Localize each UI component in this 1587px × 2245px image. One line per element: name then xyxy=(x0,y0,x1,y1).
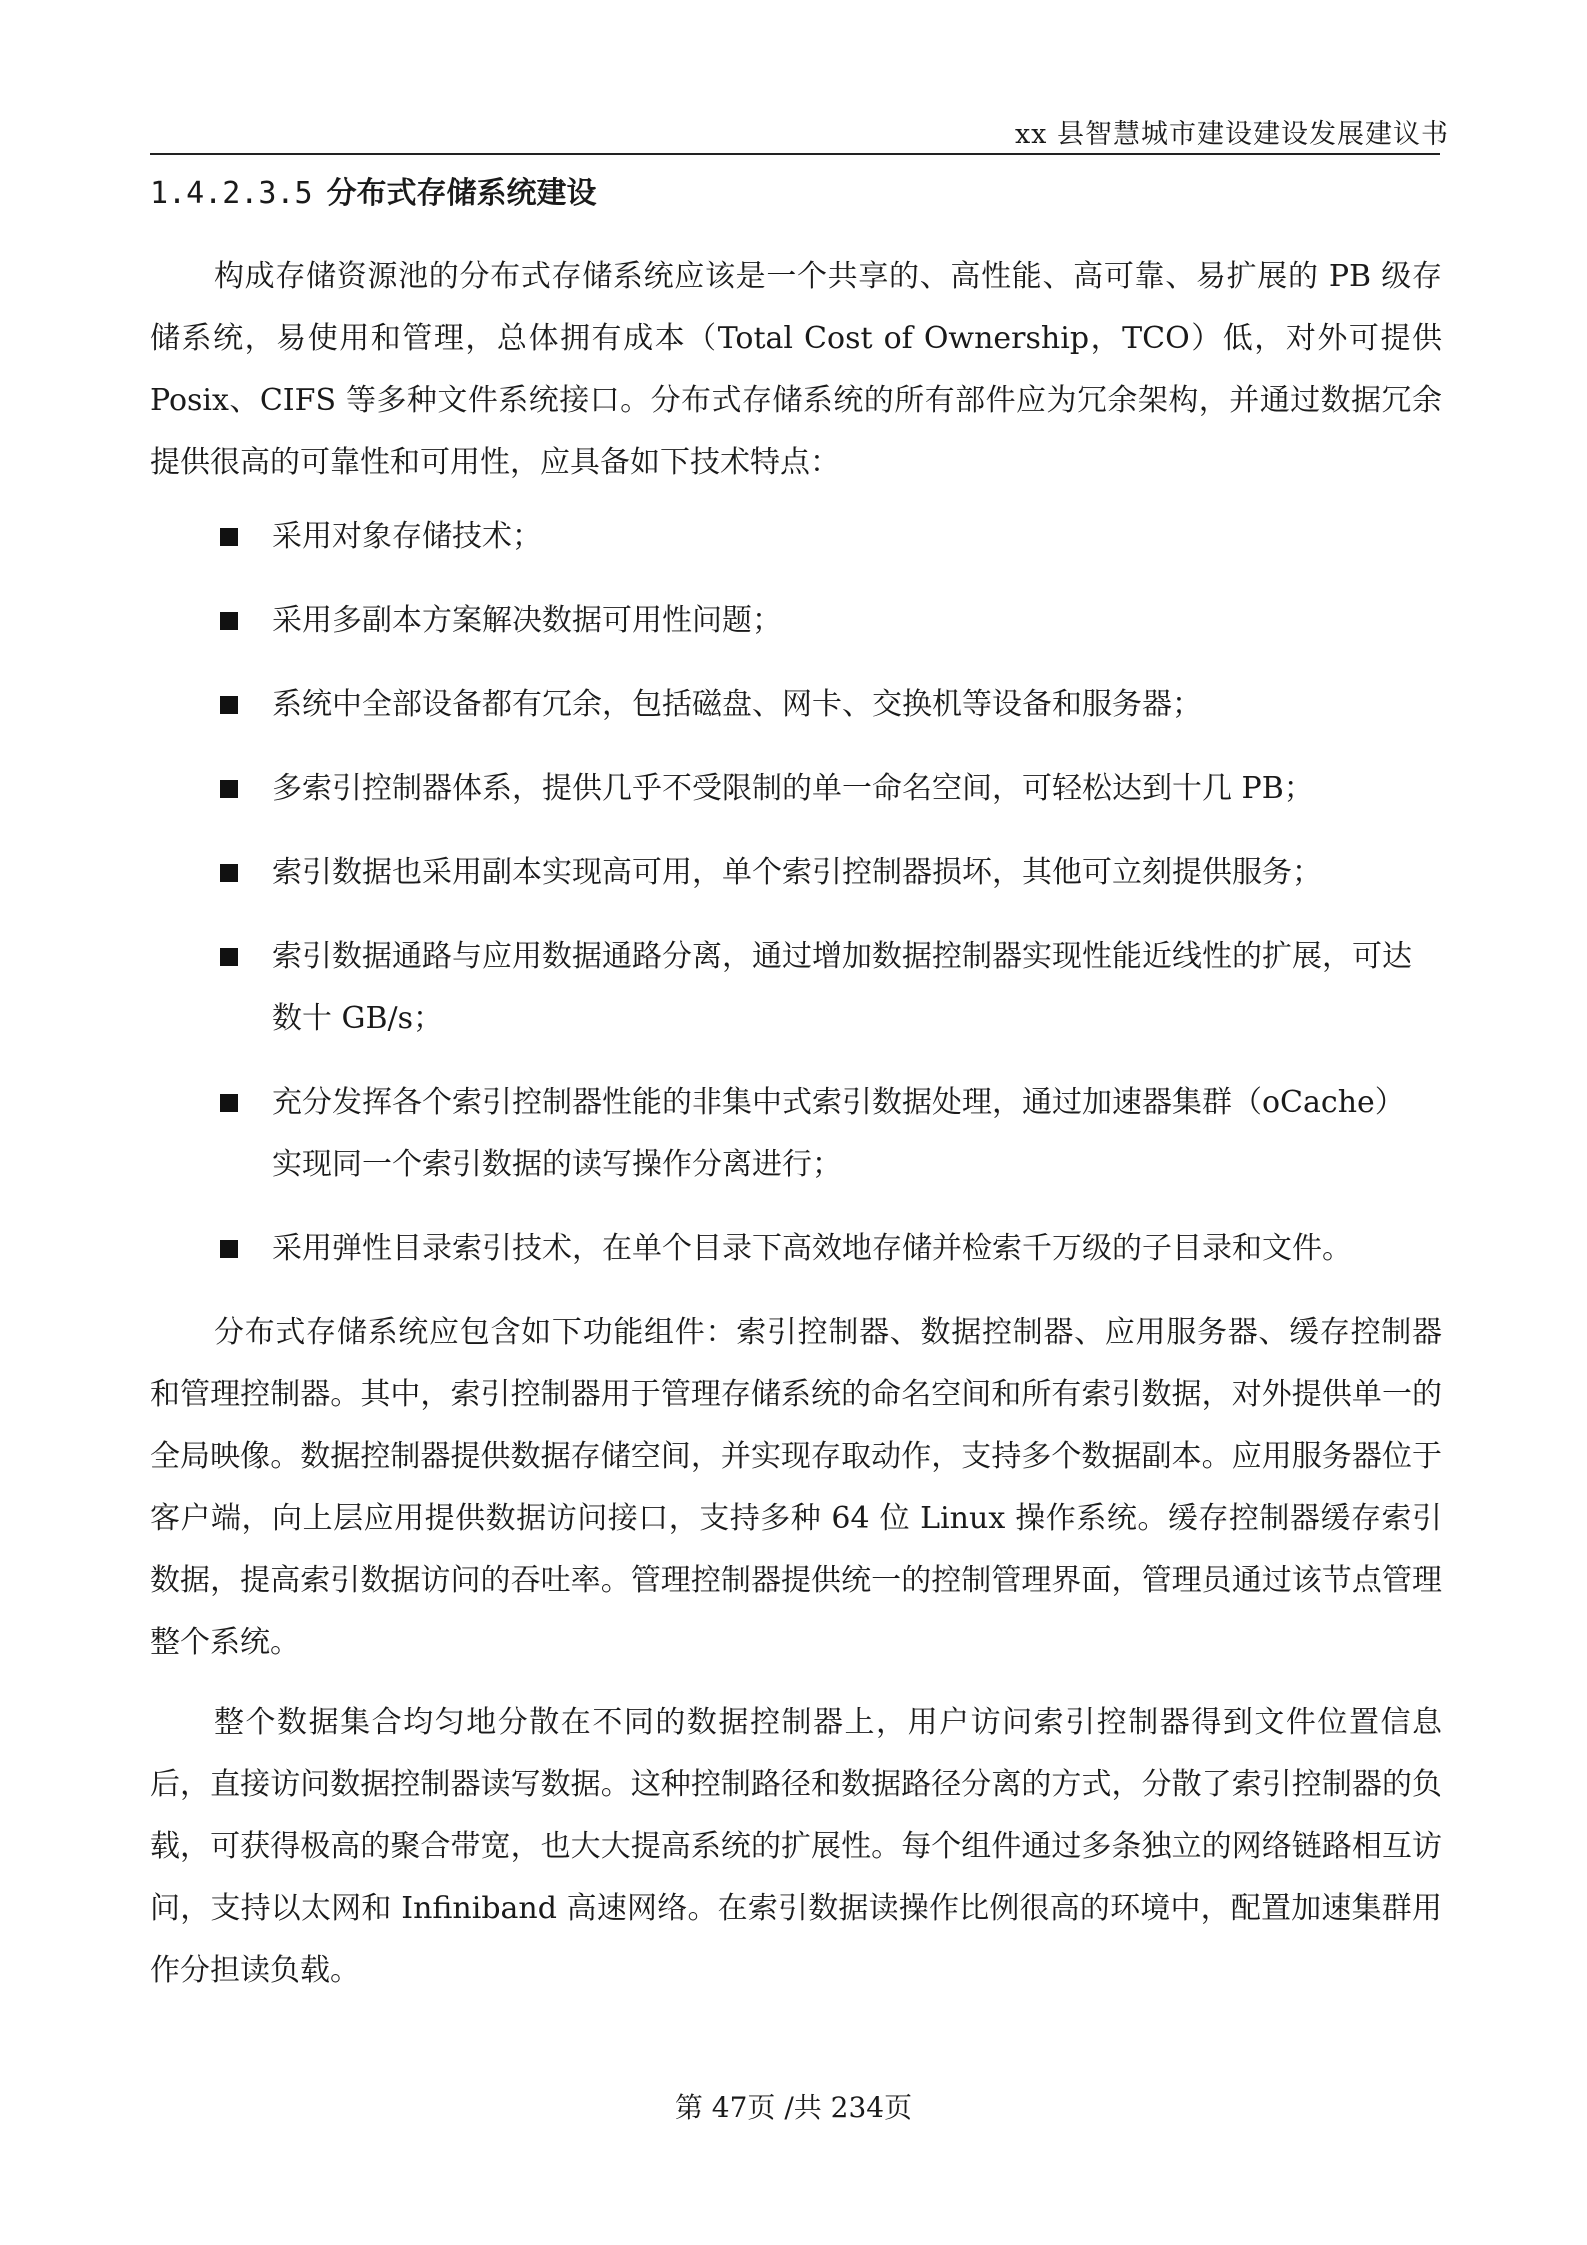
section-heading xyxy=(150,168,597,212)
list-item-text: 采用多副本方案解决数据可用性问题； xyxy=(272,603,782,638)
list-item-text: 系统中全部设备都有冗余，包括磁盘、网卡、交换机等设备和服务器； xyxy=(272,687,1202,722)
list-item-text: 多索引控制器体系，提供几乎不受限制的单一命名空间，可轻松达到十几 PB； xyxy=(272,771,1314,806)
section-title: 分布式存储系统建设 xyxy=(326,176,597,211)
list-item xyxy=(150,674,1442,736)
header-divider xyxy=(150,153,1440,155)
list-item xyxy=(150,842,1442,904)
square-bullet-icon xyxy=(220,612,238,630)
square-bullet-icon xyxy=(220,864,238,882)
list-item-text: 采用对象存储技术； xyxy=(272,519,542,554)
body-content xyxy=(150,246,1442,2002)
list-item xyxy=(150,1072,1442,1196)
components-paragraph: 分布式存储系统应包含如下功能组件：索引控制器、数据控制器、应用服务器、缓存控制器和管理控制器。其中，索引控制器用于管理存储系统的命名空间和所有索引数据，对外提供单一的全局映像。数据控制器提供数据存储空间，并实现存取动作，支持多个数据副本。应用服务器位于客户端，向上层应用提供数据访问接口，支持多种 64 位 Linux 操作系统。缓存控制器缓存索引数据，提高索引数据访问的吞吐率。管理控制器提供统一的控制管理界面，管理员通过该节点管理整个系统。 xyxy=(150,1315,1442,1660)
list-item xyxy=(150,1218,1442,1280)
list-item xyxy=(150,590,1442,652)
list-item-text: 索引数据通路与应用数据通路分离，通过增加数据控制器实现性能近线性的扩展，可达数十 GB/s； xyxy=(272,939,1412,1036)
square-bullet-icon xyxy=(220,780,238,798)
square-bullet-icon xyxy=(220,1240,238,1258)
square-bullet-icon xyxy=(220,696,238,714)
section-number: 1.4.2.3.5 xyxy=(150,176,313,211)
page-number-footer: 第 47页 /共 234页 xyxy=(674,2091,913,2124)
list-item-text: 充分发挥各个索引控制器性能的非集中式索引数据处理，通过加速器集群（oCache）实现同一个索引数据的读写操作分离进行； xyxy=(272,1085,1405,1182)
list-item xyxy=(150,926,1442,1050)
list-item-text: 采用弹性目录索引技术，在单个目录下高效地存储并检索千万级的子目录和文件。 xyxy=(272,1231,1352,1266)
document-header-title: xx 县智慧城市建设建设发展建议书 xyxy=(1014,119,1449,150)
list-item xyxy=(150,758,1442,820)
intro-paragraph: 构成存储资源池的分布式存储系统应该是一个共享的、高性能、高可靠、易扩展的 PB 级存储系统，易使用和管理，总体拥有成本（Total Cost of Ownership，TCO）低，对外可提供 Posix、CIFS 等多种文件系统接口。分布式存储系统的所有部件应为冗余架构，并通过数据冗余提供很高的可靠性和可用性，应具备如下技术特点： xyxy=(150,259,1442,480)
square-bullet-icon xyxy=(220,948,238,966)
distribution-paragraph: 整个数据集合均匀地分散在不同的数据控制器上，用户访问索引控制器得到文件位置信息后，直接访问数据控制器读写数据。这种控制路径和数据路径分离的方式，分散了索引控制器的负载，可获得极高的聚合带宽，也大大提高系统的扩展性。每个组件通过多条独立的网络链路相互访问，支持以太网和 Infiniband 高速网络。在索引数据读操作比例很高的环境中，配置加速集群用作分担读负载。 xyxy=(150,1705,1442,1988)
list-item xyxy=(150,506,1442,568)
square-bullet-icon xyxy=(220,1094,238,1112)
square-bullet-icon xyxy=(220,528,238,546)
feature-list xyxy=(150,506,1442,1280)
list-item-text: 索引数据也采用副本实现高可用，单个索引控制器损坏，其他可立刻提供服务； xyxy=(272,855,1322,890)
